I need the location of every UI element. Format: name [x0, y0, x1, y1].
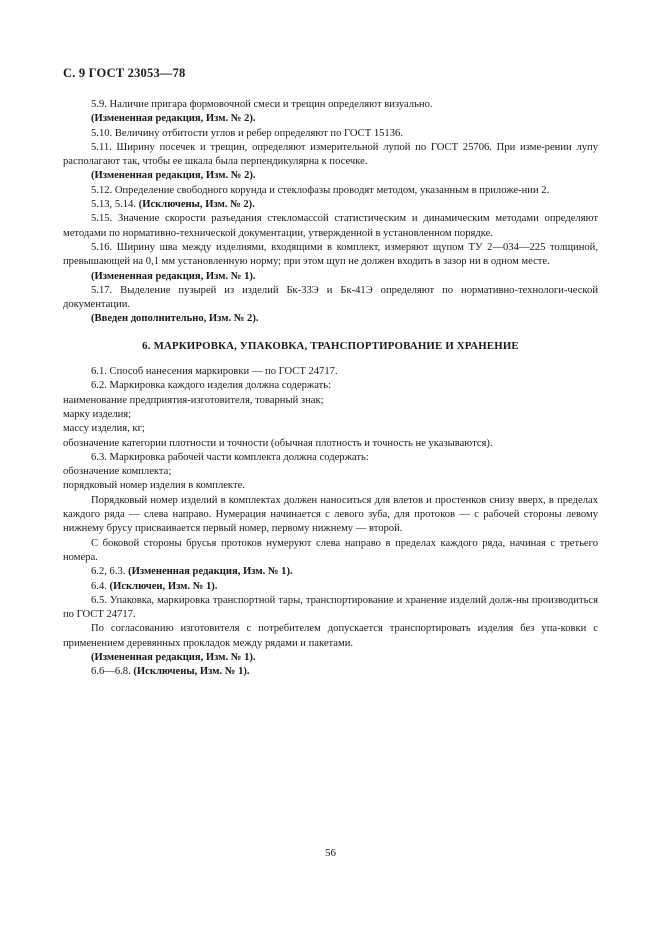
amendment-note: (Исключены, Изм. № 1).	[133, 666, 250, 678]
paragraph: 5.15. Значение скорости разъедания стекломассой статистическим и динамическим методами определяют методами по нормативно-технической документации, утвержденной в установленном порядке.	[63, 213, 598, 239]
paragraph: 5.11. Ширину посечек и трещин, определяют измерительной лупой по ГОСТ 25706. При изме-рении лупу располагают так, чтобы ее шкала была перпендикулярна к посечке.	[63, 141, 598, 168]
amendment-note: (Измененная редакция, Изм. № 2).	[91, 170, 256, 182]
amendment-note: (Измененная редакция, Изм. № 2).	[91, 113, 256, 125]
section-6-content	[63, 365, 598, 680]
paragraph: 5.16. Ширину шва между изделиями, входящими в комплект, измеряют щупом ТУ 2—034—225 толщиной, превышающей на 0,1 мм установленную норму; при этом щуп не должен входить в зазор ни в одном месте.	[63, 241, 598, 268]
paragraph: 6.5. Упаковка, маркировка транспортной тары, транспортирование и хранение изделий долж-ны производиться по ГОСТ 24717.	[63, 594, 598, 621]
amendment-paragraph	[63, 665, 598, 679]
document-body	[63, 98, 598, 680]
amendment-note: (Измененная редакция, Изм. № 1).	[91, 270, 256, 282]
section-5-content	[63, 98, 598, 327]
list-line: марку изделия;	[63, 408, 132, 420]
clause-number: 6.2, 6.3.	[91, 566, 129, 578]
paragraph: По согласованию изготовителя с потребителем допускается транспортировать изделия без упа-ковки с применением деревянных прокладок между рядами и пакетами.	[63, 623, 598, 649]
paragraph: 5.17. Выделение пузырей из изделий Бк-33Э и Бк-41Э определяют по нормативно-технологи-ческой документации.	[63, 284, 598, 311]
paragraph: 6.3. Маркировка рабочей части комплекта должна содержать:	[91, 451, 369, 463]
paragraph: 6.2. Маркировка каждого изделия должна содержать:	[91, 380, 332, 392]
list-line: порядковый номер изделия в комплекте.	[63, 480, 245, 492]
amendment-paragraph	[63, 198, 598, 212]
section-6-title: 6. МАРКИРОВКА, УПАКОВКА, ТРАНСПОРТИРОВАНИЕ И ХРАНЕНИЕ	[142, 339, 519, 352]
page-header: С. 9 ГОСТ 23053—78	[63, 66, 186, 80]
amendment-note: (Измененная редакция, Изм. № 1).	[91, 651, 256, 663]
list-line: обозначение комплекта;	[63, 466, 172, 478]
paragraph: С боковой стороны брусья протоков нумеруют слева направо в пределах каждого ряда, начиная с третьего номера.	[63, 537, 598, 563]
amendment-note: (Исключен, Изм. № 1).	[109, 580, 218, 592]
paragraph: Порядковый номер изделий в комплектах должен наноситься для влетов и простенков снизу вверх, в пределах каждого ряда — слева направо. Нумерация начинается с левого зуба, для протоков — с рабочей стороны левому нижнему брусу присваивается первый номер, первому нижнему — второй.	[63, 494, 598, 535]
amendment-paragraph	[63, 565, 598, 579]
list-line: наименование предприятия-изготовителя, товарный знак;	[63, 394, 324, 406]
amendment-note: (Измененная редакция, Изм. № 1).	[128, 566, 293, 578]
list-line: массу изделия, кг;	[63, 423, 145, 435]
page-number: 56	[325, 847, 336, 859]
list-line: обозначение категории плотности и точности (обычная плотность и точность не указываются).	[63, 437, 493, 449]
clause-number: 5.13, 5.14.	[91, 199, 139, 211]
paragraph: 6.1. Способ нанесения маркировки — по ГОСТ 24717.	[91, 366, 338, 378]
amendment-note: (Исключены, Изм. № 2).	[138, 199, 255, 211]
paragraph: 5.9. Наличие пригара формовочной смеси и трещин определяют визуально.	[91, 99, 433, 110]
clause-number: 6.6—6.8.	[91, 666, 134, 678]
paragraph: 5.12. Определение свободного корунда и стеклофазы проводят методом, указанным в приложе-нии 2.	[91, 184, 550, 196]
amendment-paragraph	[63, 580, 598, 594]
amendment-note: (Введен дополнительно, Изм. № 2).	[91, 313, 259, 325]
paragraph: 5.10. Величину отбитости углов и ребер определяют по ГОСТ 15136.	[91, 127, 403, 139]
clause-number: 6.4.	[91, 580, 110, 592]
